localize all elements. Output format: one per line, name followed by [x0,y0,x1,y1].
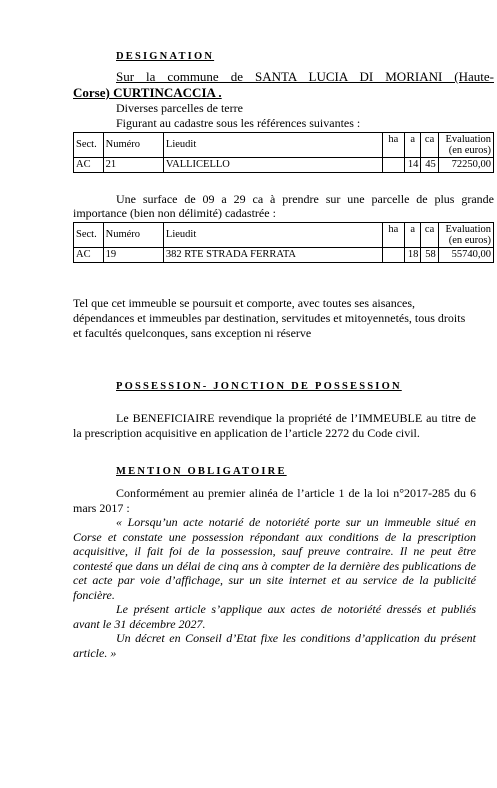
cell-a: 14 [405,158,421,173]
mention-intro: Conformément au premier alinéa de l’article 1 de la loi n°2017-285 du 6 mars 2017 : [73,486,476,515]
tel-que-paragraph: Tel que cet immeuble se poursuit et comporte, avec toutes ses aisances, dépendances et immeubles par destination, servitudes et mitoyennetés, tous droits et facultés quelconques, sans exception ni réserve [73,296,466,340]
table-header-row [74,133,494,158]
header-sect: Sect. [74,223,104,248]
commune-line-1: Sur la commune de SANTA LUCIA DI MORIANI (Haute- [116,69,494,84]
section-heading-possession: POSSESSION- JONCTION DE POSSESSION [116,381,402,392]
commune-line-2: Corse) CURTINCACCIA . [73,85,222,100]
header-evaluation: Evaluation (en euros) [438,133,493,158]
table-row [74,158,494,173]
cell-lieudit: 382 RTE STRADA FERRATA [163,248,382,263]
table-row [74,248,494,263]
surface-paragraph: Une surface de 09 a 29 ca à prendre sur une parcelle de plus grande importance (bien non délimité) cadastrée : [73,192,494,220]
section-heading-mention: MENTION OBLIGATOIRE [116,466,287,477]
header-lieudit: Lieudit [163,133,382,158]
cell-evaluation: 55740,00 [438,248,493,263]
header-ha: ha [382,133,404,158]
cell-sect: AC [74,158,104,173]
header-numero: Numéro [103,223,163,248]
header-numero: Numéro [103,133,163,158]
cell-numero: 19 [103,248,163,263]
possession-paragraph: Le BENEFICIAIRE revendique la propriété de l’IMMEUBLE au titre de la prescription acquisitive en application de l’article 2272 du Code civil. [73,411,476,440]
mention-quote-1: « Lorsqu’un acte notarié de notoriété porte sur un immeuble situé en Corse et constate une possession répondant aux conditions de la prescription acquisitive, il fait foi de la possession, sauf preuve contraire. Il ne peut être contesté que dans un délai de cinq ans à compter de la dernière des publications de cet acte par voie d’affichage, sur un site internet et au service de la publicité foncière. [73,515,476,602]
cell-lieudit: VALLICELLO [163,158,382,173]
cell-sect: AC [74,248,104,263]
cell-ha [382,158,404,173]
cell-numero: 21 [103,158,163,173]
cadastre-table-1 [73,132,494,173]
header-ca: ca [421,133,438,158]
header-a: a [405,223,421,248]
cell-ha [382,248,404,263]
mention-quote-2: Le présent article s’applique aux actes de notoriété dressés et publiés avant le 31 décembre 2027. [73,602,476,631]
section-heading-designation: DESIGNATION [116,51,215,62]
header-a: a [405,133,421,158]
header-sect: Sect. [74,133,104,158]
cell-evaluation: 72250,00 [438,158,493,173]
header-ca: ca [421,223,438,248]
table-header-row [74,223,494,248]
cell-ca: 58 [421,248,438,263]
cell-a: 18 [405,248,421,263]
header-evaluation: Evaluation (en euros) [438,223,493,248]
cell-ca: 45 [421,158,438,173]
header-lieudit: Lieudit [163,223,382,248]
header-ha: ha [382,223,404,248]
cadastre-table-2 [73,222,494,263]
parcelles-line: Diverses parcelles de terre [116,101,243,115]
cadastre-line: Figurant au cadastre sous les références suivantes : [116,116,361,130]
mention-quote-3: Un décret en Conseil d’Etat fixe les conditions d’application du présent article. » [73,631,476,660]
